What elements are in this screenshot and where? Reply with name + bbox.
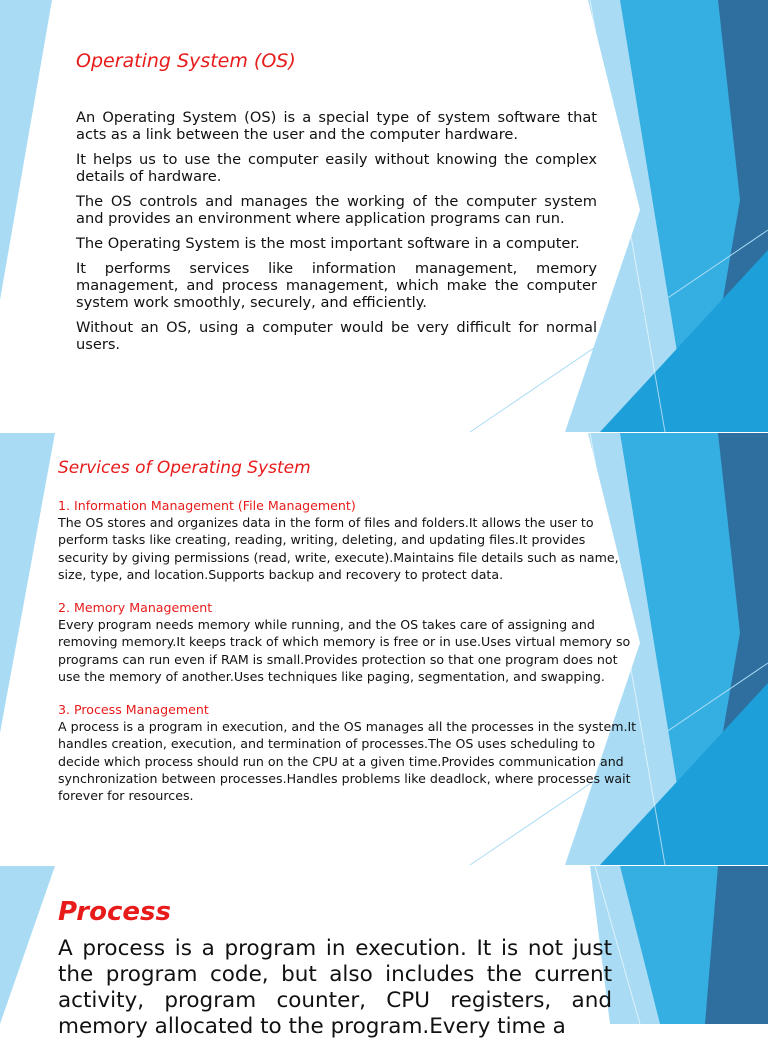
paragraph: The OS controls and manages the working of the computer system and provides an environment where application programs can run. xyxy=(76,193,597,227)
slide-1-title: Operating System (OS) xyxy=(76,50,296,72)
section-memory-management xyxy=(58,599,638,685)
section-text: The OS stores and organizes data in the form of files and folders.It allows the user to perform tasks like creating, reading, writing, deleting, and updating files.It provides security by giving permissions (read, write, execute).Maintains file details such as name, size, type, and location.Supports backup and recovery to protect data. xyxy=(58,515,619,582)
section-heading: 3. Process Management xyxy=(58,702,209,718)
paragraph: It performs services like information management, memory management, and process management, which make the computer system work smoothly, securely, and efficiently. xyxy=(76,260,597,311)
slide-3-body: A process is a program in execution. It is not just the program code, but also includes the current activity, program counter, CPU registers, and memory allocated to the program.Every time a xyxy=(58,936,612,1039)
section-text: Every program needs memory while running, and the OS takes care of assigning and removing memory.It keeps track of which memory is free or in use.Uses virtual memory so programs can run even if RAM is small.Provides protection so that one program does not use the memory of another.Uses techniques like paging, segmentation, and swapping. xyxy=(58,617,631,684)
paragraph: The Operating System is the most important software in a computer. xyxy=(76,235,580,252)
slide-1 xyxy=(0,0,768,432)
slide-2-title: Services of Operating System xyxy=(58,458,311,478)
slide-2 xyxy=(0,433,768,865)
section-heading: 2. Memory Management xyxy=(58,600,213,616)
section-text: A process is a program in execution, and the OS manages all the processes in the system.It handles creation, execution, and termination of processes.The OS uses scheduling to decide which process should run on the CPU at a given time.Provides communication and synchronization between processes.Handles problems like deadlock, where processes wait forever for resources. xyxy=(58,719,637,804)
section-heading: 1. Information Management (File Management) xyxy=(58,498,356,513)
slide-1-body xyxy=(76,109,597,361)
paragraph: It helps us to use the computer easily without knowing the complex details of hardware. xyxy=(76,151,597,185)
slide-3-title: Process xyxy=(58,897,171,927)
section-process-management xyxy=(58,701,638,804)
slide-2-body xyxy=(58,497,638,820)
paragraph: An Operating System (OS) is a special type of system software that acts as a link between the user and the computer hardware. xyxy=(76,109,597,143)
section-information-management xyxy=(58,497,638,583)
slide-3 xyxy=(0,866,768,1039)
paragraph: Without an OS, using a computer would be very difficult for normal users. xyxy=(76,319,597,353)
